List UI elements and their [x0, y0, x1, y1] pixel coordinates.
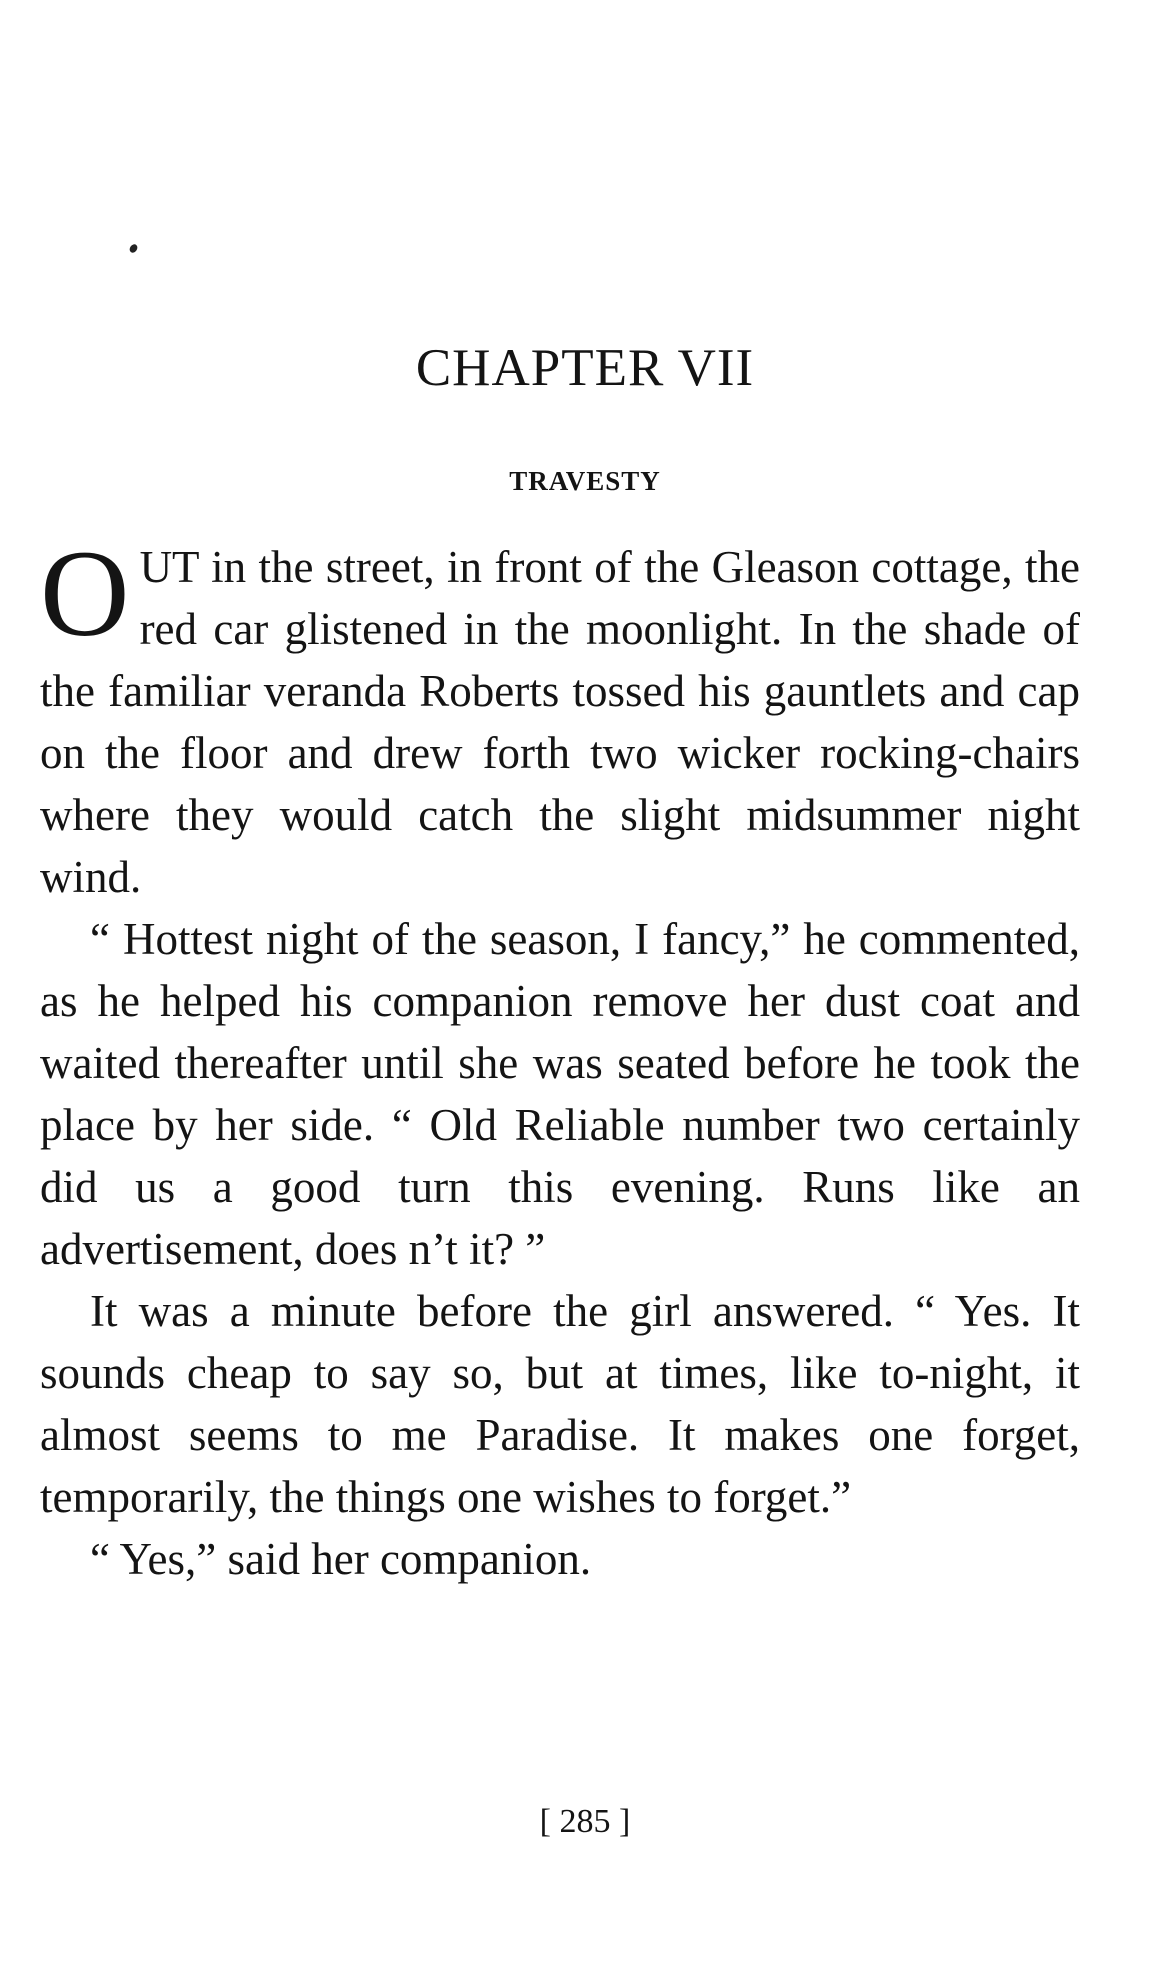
chapter-title: CHAPTER VII	[415, 339, 755, 397]
ink-speck	[128, 243, 139, 254]
paragraph: It was a minute before the girl answered. “ Yes. It sounds cheap to say so, but at times, like to-night, it almost seems to me Paradise. It makes one forget, temporarily, the things one wishes to forget.”	[40, 1286, 1080, 1522]
paragraph: “ Hottest night of the season, I fancy,” he commented, as he helped his companion remove her dust coat and waited thereafter until she was seated before he took the place by her side. “ Old Reliable number two certainly did us a good turn this evening. Runs like an advertisement, does n’t it? ”	[40, 914, 1080, 1274]
paragraph: “ Yes,” said her companion.	[90, 1534, 592, 1584]
chapter-body	[40, 525, 1080, 1590]
paragraph-text: UT in the street, in front of the Gleason cottage, the red car glistened in the moonlight. In the shade of the familiar veranda Roberts tossed his gauntlets and cap on the floor and drew forth two wicker rocking-chairs where they would catch the slight midsummer night wind.	[40, 542, 1080, 902]
chapter-subtitle: TRAVESTY	[509, 466, 661, 496]
drop-cap: O	[40, 525, 130, 662]
paragraph	[40, 525, 1080, 908]
page-number: [ 285 ]	[539, 1803, 631, 1840]
